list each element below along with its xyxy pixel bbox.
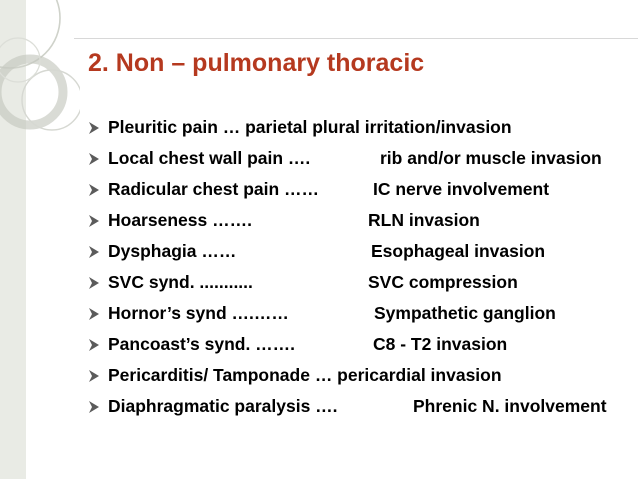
bullet-text: Radicular chest pain …… <box>108 179 320 199</box>
bullet-text: Dysphagia …… <box>108 241 237 261</box>
bullet-list <box>88 113 633 423</box>
bullet-text: Pleuritic pain … parietal plural irritation/invasion <box>108 117 512 137</box>
bullet-item <box>88 175 633 206</box>
bullet-text: SVC synd. ........... <box>108 272 253 292</box>
bullet-detail: Phrenic N. involvement <box>413 396 607 416</box>
bullet-text: Diaphragmatic paralysis …. <box>108 396 338 416</box>
arrow-bullet-icon <box>88 277 100 289</box>
arrow-bullet-icon <box>88 246 100 258</box>
bullet-detail: SVC compression <box>368 272 518 292</box>
bullet-detail: C8 - T2 invasion <box>373 334 508 354</box>
bullet-text: Pericarditis/ Tamponade … pericardial invasion <box>108 365 502 385</box>
bullet-detail: Esophageal invasion <box>371 241 546 261</box>
bullet-text: Pancoast’s synd. ……. <box>108 334 296 354</box>
arrow-bullet-icon <box>88 122 100 134</box>
bullet-detail: rib and/or muscle invasion <box>380 148 602 168</box>
bullet-item <box>88 144 633 175</box>
bullet-item <box>88 299 633 330</box>
arrow-bullet-icon <box>88 215 100 227</box>
arrow-bullet-icon <box>88 339 100 351</box>
bullet-text: Hornor’s synd ….…… <box>108 303 289 323</box>
bullet-item <box>88 330 633 361</box>
bullet-detail: Sympathetic ganglion <box>374 303 556 323</box>
bullet-item <box>88 392 633 423</box>
slide-title: 2. Non – pulmonary thoracic <box>88 49 425 77</box>
bullet-item <box>88 268 633 299</box>
arrow-bullet-icon <box>88 308 100 320</box>
bullet-item <box>88 237 633 268</box>
arrow-bullet-icon <box>88 370 100 382</box>
bullet-detail: RLN invasion <box>368 210 480 230</box>
arrow-bullet-icon <box>88 153 100 165</box>
arrow-bullet-icon <box>88 401 100 413</box>
bullet-text: Hoarseness ……. <box>108 210 252 230</box>
title-divider <box>74 38 638 39</box>
bullet-item <box>88 361 633 392</box>
decorative-rings <box>0 0 80 135</box>
bullet-item <box>88 206 633 237</box>
bullet-text: Local chest wall pain …. <box>108 148 311 168</box>
bullet-detail: IC nerve involvement <box>373 179 550 199</box>
arrow-bullet-icon <box>88 184 100 196</box>
bullet-item <box>88 113 633 144</box>
